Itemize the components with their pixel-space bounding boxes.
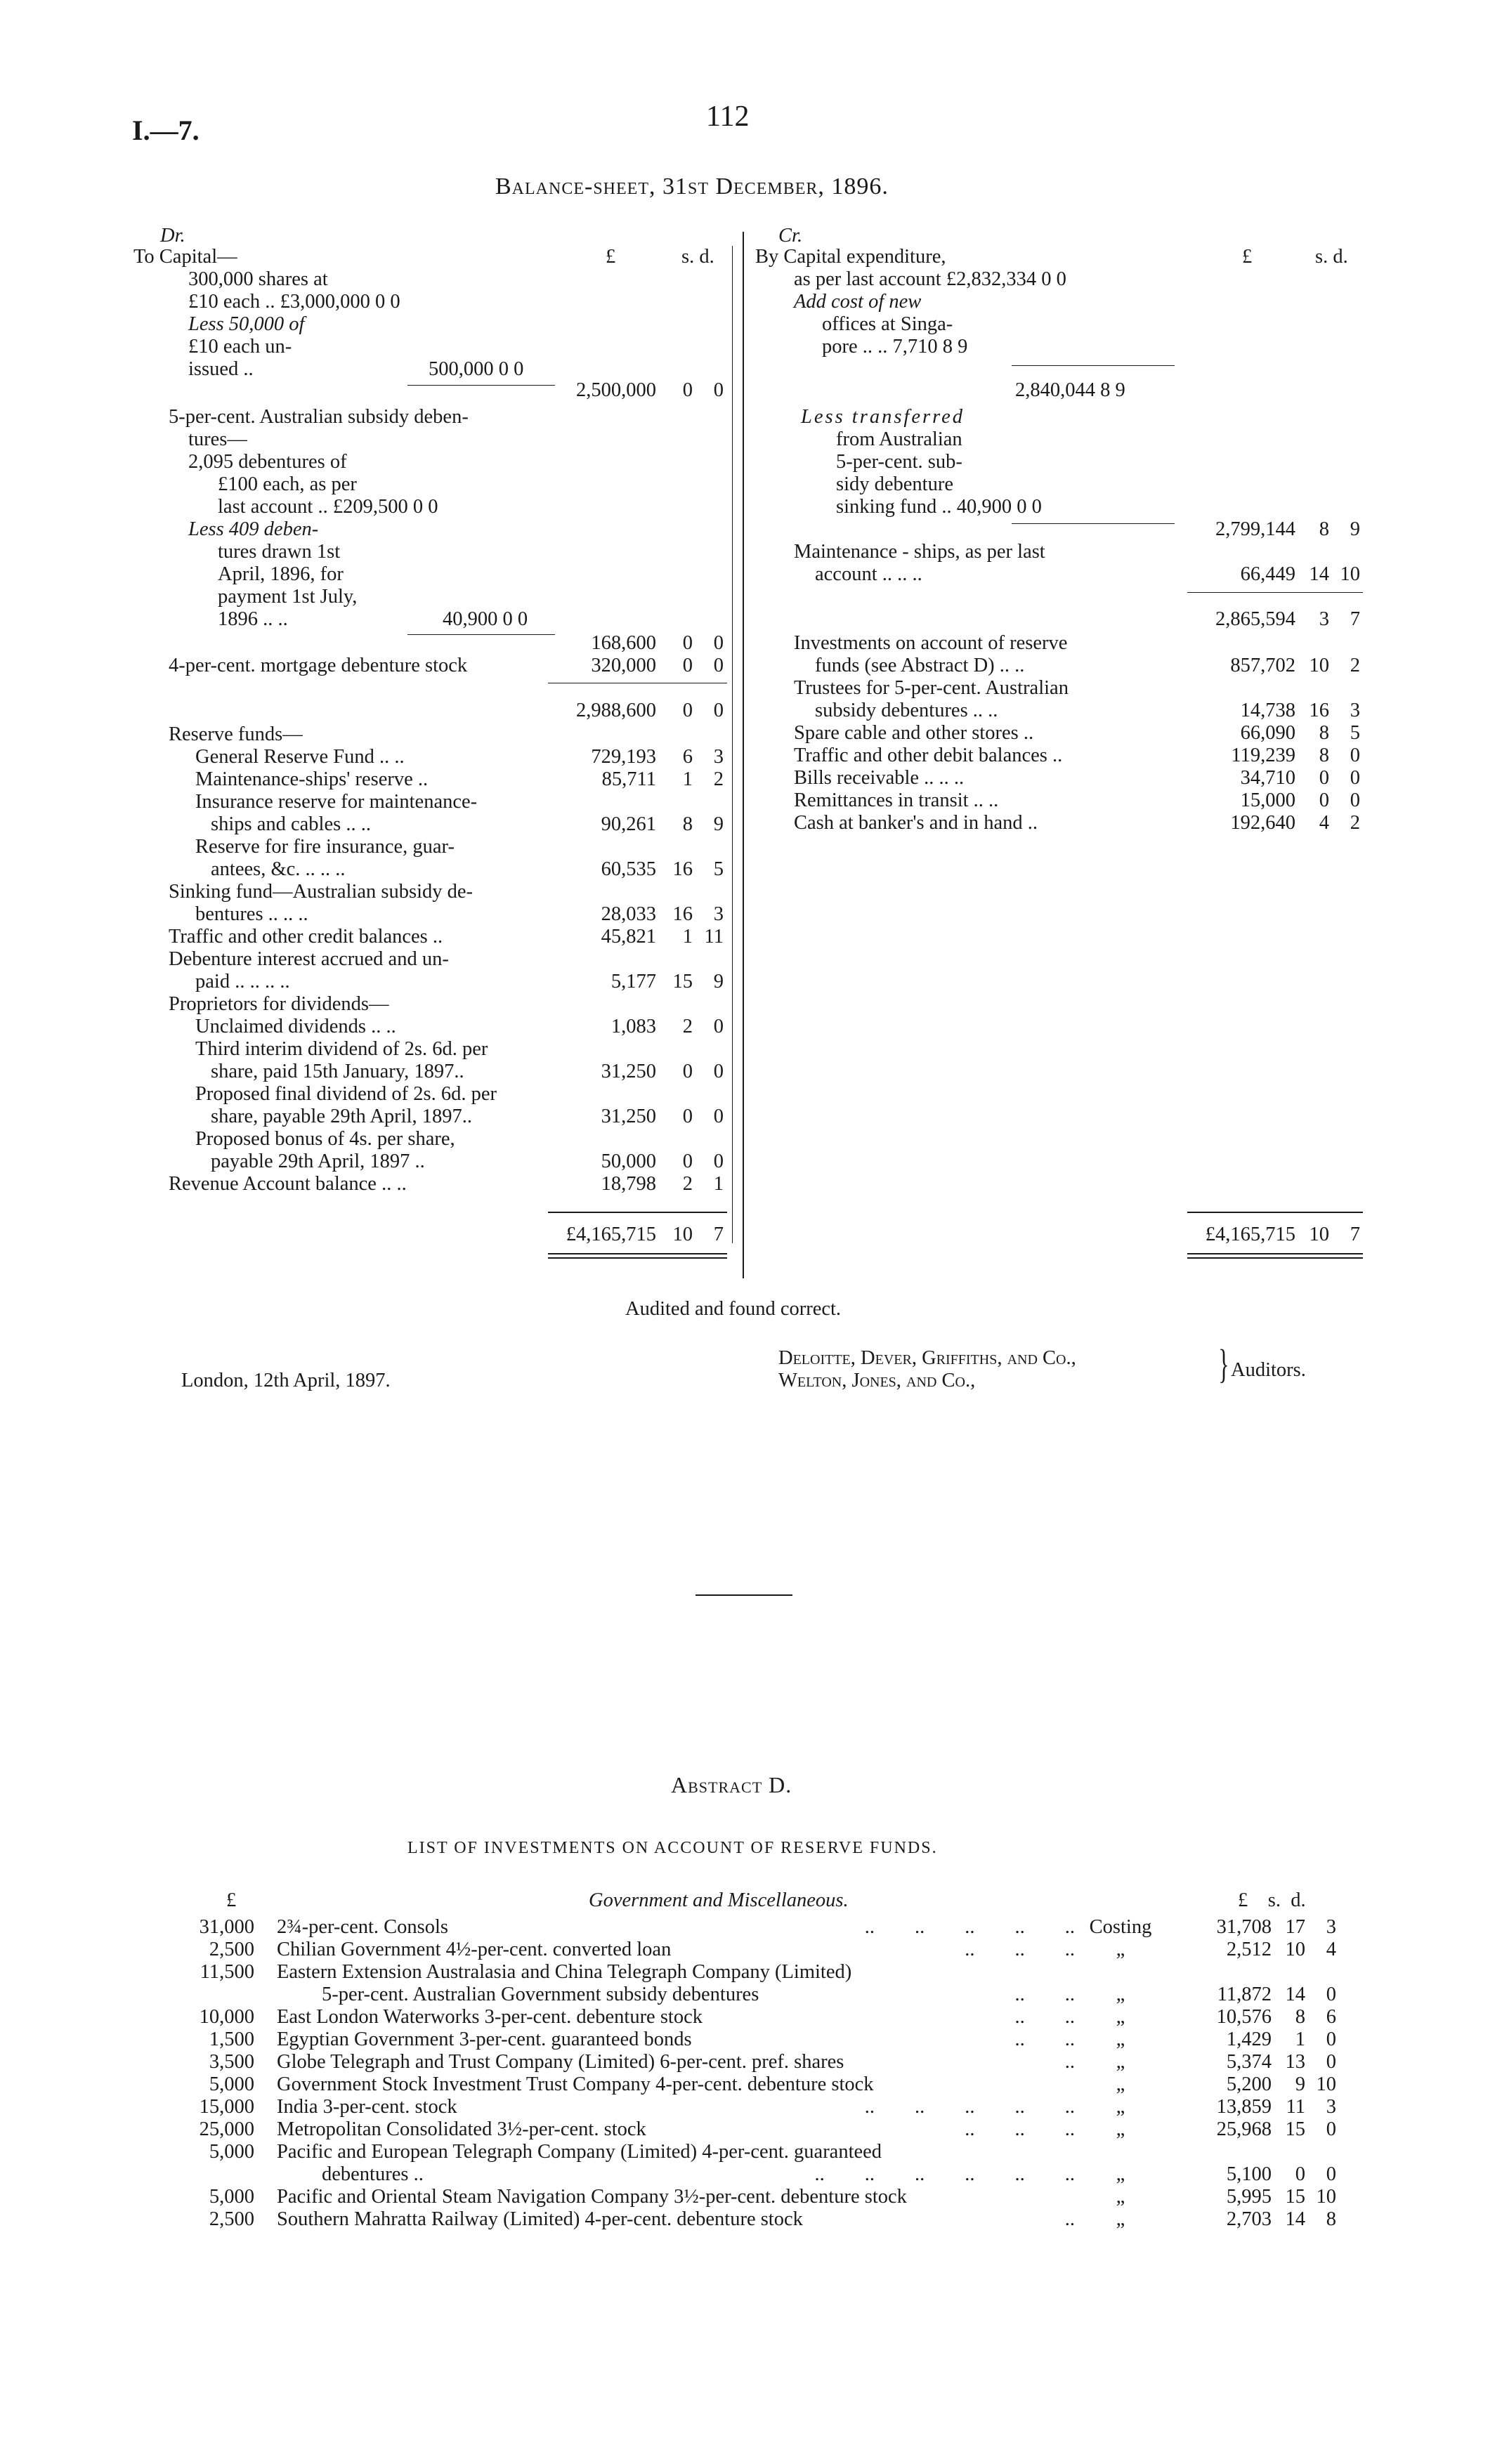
dr-line: Reserve for fire insurance, guar- [195, 836, 455, 858]
investment-row [0, 1984, 1502, 2006]
investment-cost-pounds: 31,708 [1216, 1916, 1272, 1938]
investment-description: Globe Telegraph and Trust Company (Limited) 6-per-cent. pref. shares [277, 2051, 844, 2073]
dr-line: Maintenance-ships' reserve .. [195, 768, 429, 790]
cr-line: from Australian [836, 428, 962, 450]
dr-col-pound-header: £ [606, 246, 616, 268]
dr-line: Unclaimed dividends .. .. [195, 1016, 396, 1037]
investment-description: Egyptian Government 3-per-cent. guaranteed bonds [277, 2029, 692, 2050]
investment-description: Pacific and Oriental Steam Navigation Company 3½-per-cent. debenture stock [277, 2186, 907, 2208]
investment-row [0, 2141, 1502, 2163]
leader-dots: .. .. [1014, 1984, 1075, 2005]
investment-row [0, 2118, 1502, 2141]
investment-cost-shillings: 13 [1285, 2051, 1305, 2073]
investment-cost-pence: 6 [1326, 2006, 1336, 2028]
investment-description: 2¾-per-cent. Consols [277, 1916, 449, 1938]
investment-description: Government Stock Investment Trust Company 4-per-cent. debenture stock [277, 2073, 874, 2095]
investment-cost-pounds: 2,703 [1226, 2208, 1272, 2230]
audit-statement: Audited and found correct. [625, 1298, 842, 1320]
page-title: Balance-sheet, 31st December, 1896. [495, 173, 889, 199]
cr-line: subsidy debentures .. .. [815, 700, 998, 721]
costing-label: Costing [1089, 1916, 1152, 1938]
investment-row [0, 2006, 1502, 2029]
dr-line: share, paid 15th January, 1897.. [211, 1061, 464, 1082]
dr-line: Revenue Account balance .. .. [169, 1173, 407, 1195]
leader-dots: .. .. .. [965, 2118, 1075, 2140]
costing-label: „ [1116, 1939, 1125, 1960]
investment-description: India 3-per-cent. stock [277, 2096, 457, 2118]
cr-subtotal-rule [1012, 365, 1175, 366]
abstract-section-heading: Government and Miscellaneous. [589, 1889, 849, 1911]
investment-row [0, 2163, 1502, 2186]
dr-line: payable 29th April, 1897 .. [211, 1151, 425, 1172]
cr-subtotal-rule [1012, 523, 1175, 524]
column-divider [743, 232, 744, 1278]
dr-total-rule [548, 1212, 727, 1213]
dr-line: 40,900 0 0 [443, 608, 528, 630]
investment-cost-pence: 0 [1326, 2029, 1336, 2050]
dr-line: paid .. .. .. .. [195, 971, 290, 992]
investment-description: 5-per-cent. Australian Government subsidy debentures [322, 1984, 759, 2005]
investment-cost-shillings: 17 [1285, 1916, 1305, 1938]
investment-cost-pounds: 2,512 [1226, 1939, 1272, 1960]
auditor-firm-1: Deloitte, Dever, Griffiths, and Co., [778, 1347, 1076, 1369]
costing-label: „ [1116, 2186, 1125, 2208]
dr-line: 1896 .. .. [218, 608, 288, 630]
dr-line: 5-per-cent. Australian subsidy deben- [169, 406, 469, 428]
cr-subtotal-rule [1187, 592, 1363, 593]
investment-row [0, 2073, 1502, 2096]
dr-line: Proposed final dividend of 2s. 6d. per [195, 1083, 497, 1105]
dr-line: antees, &c. .. .. .. [211, 858, 346, 880]
abstract-col-right: £ s. d. [1238, 1889, 1306, 1911]
investment-cost-shillings: 11 [1286, 2096, 1305, 2118]
investment-row [0, 2208, 1502, 2231]
investment-cost-pence: 0 [1326, 2118, 1336, 2140]
costing-label: „ [1116, 2051, 1125, 2073]
dr-amount-column-rule [732, 246, 733, 1243]
dr-line: Less 409 deben- [188, 518, 319, 540]
investment-cost-pounds: 5,100 [1226, 2163, 1272, 2185]
investment-row [0, 2096, 1502, 2118]
cr-col-pound-header: £ [1242, 246, 1253, 268]
place-date: London, 12th April, 1897. [181, 1370, 391, 1391]
investment-cost-pence: 0 [1326, 2163, 1336, 2185]
investment-description: Metropolitan Consolidated 3½-per-cent. stock [277, 2118, 646, 2140]
investment-nominal: 25,000 [199, 2118, 254, 2140]
abstract-col-pound: £ [226, 1889, 237, 1911]
cr-total-rule [1187, 1212, 1363, 1213]
leader-dots: .. .. .. .. .. .. [814, 2163, 1075, 2185]
costing-label: „ [1116, 2029, 1125, 2050]
investment-description: Southern Mahratta Railway (Limited) 4-per-cent. debenture stock [277, 2208, 803, 2230]
abstract-title: Abstract D. [671, 1772, 792, 1797]
investment-row [0, 2051, 1502, 2073]
investment-description: Eastern Extension Australasia and China Telegraph Company (Limited) [277, 1961, 852, 1983]
dr-line: Third interim dividend of 2s. 6d. per [195, 1038, 488, 1060]
cr-line: By Capital expenditure, [755, 246, 946, 268]
leader-dots: .. [1064, 2208, 1075, 2230]
costing-label: „ [1116, 2118, 1125, 2140]
investment-cost-shillings: 14 [1285, 1984, 1305, 2005]
leader-dots: .. .. [1014, 2006, 1075, 2028]
investment-nominal: 2,500 [209, 1939, 254, 1960]
dr-line: ships and cables .. .. [211, 813, 371, 835]
cr-line: sinking fund .. 40,900 0 0 [836, 496, 1042, 518]
cr-line: Trustees for 5-per-cent. Australian [794, 677, 1069, 699]
dr-line: Reserve funds— [169, 723, 303, 745]
dr-line: 300,000 shares at [188, 268, 328, 290]
dr-line: payment 1st July, [218, 586, 358, 608]
investment-cost-pounds: 11,872 [1217, 1984, 1272, 2005]
dr-line: last account .. £209,500 0 0 [218, 496, 438, 518]
costing-label: „ [1116, 2208, 1125, 2230]
investment-nominal: 3,500 [209, 2051, 254, 2073]
investment-cost-pounds: 25,968 [1216, 2118, 1272, 2140]
investment-cost-shillings: 15 [1285, 2118, 1305, 2140]
section-separator [696, 1594, 792, 1596]
costing-label: „ [1116, 2006, 1125, 2028]
dr-line: £10 each un- [188, 336, 292, 358]
dr-label: Dr. [160, 225, 185, 247]
dr-line: Sinking fund—Australian subsidy de- [169, 881, 474, 903]
investment-cost-shillings: 14 [1285, 2208, 1305, 2230]
cr-line: Investments on account of reserve [794, 632, 1068, 654]
auditor-firm-2: Welton, Jones, and Co., [778, 1370, 976, 1391]
investment-row [0, 1939, 1502, 1961]
page-number: 112 [706, 100, 750, 133]
investment-description: Chilian Government 4½-per-cent. converted loan [277, 1939, 672, 1960]
investment-nominal: 1,500 [209, 2029, 254, 2050]
cr-line: Remittances in transit .. .. [794, 789, 999, 811]
cr-line: account .. .. .. [815, 563, 922, 585]
dr-line: 500,000 0 0 [429, 358, 524, 380]
dr-line: 2,095 debentures of [188, 451, 347, 473]
investment-row [0, 2186, 1502, 2208]
dr-line: £10 each .. £3,000,000 0 0 [188, 291, 400, 313]
leader-dots: .. .. .. [965, 1939, 1075, 1960]
dr-line: bentures .. .. .. [195, 903, 308, 925]
cr-line: 2,840,044 8 9 [1015, 379, 1125, 401]
investment-nominal: 15,000 [199, 2096, 254, 2118]
costing-label: „ [1116, 2163, 1125, 2185]
investment-cost-shillings: 9 [1295, 2073, 1305, 2095]
dr-total-double-rule [548, 1257, 727, 1259]
investment-cost-pence: 3 [1326, 1916, 1336, 1938]
leader-dots: .. .. .. .. .. [864, 1916, 1075, 1938]
investment-nominal: 10,000 [199, 2006, 254, 2028]
investment-cost-shillings: 10 [1285, 1939, 1305, 1960]
cr-line: offices at Singa- [822, 313, 953, 335]
costing-label: „ [1116, 2096, 1125, 2118]
investment-nominal: 5,000 [209, 2186, 254, 2208]
cr-line: Add cost of new [794, 291, 922, 313]
dr-line: April, 1896, for [218, 563, 344, 585]
investment-row [0, 1961, 1502, 1984]
leader-dots: .. .. [1014, 2029, 1075, 2050]
dr-line: 4-per-cent. mortgage debenture stock [169, 655, 468, 676]
investment-description: debentures .. [322, 2163, 424, 2185]
investment-nominal: 11,500 [200, 1961, 254, 1983]
document-reference: I.—7. [132, 114, 200, 146]
cr-line: Spare cable and other stores .. [794, 722, 1034, 744]
investment-nominal: 31,000 [199, 1916, 254, 1938]
dr-line: share, payable 29th April, 1897.. [211, 1106, 473, 1127]
cr-col-sd-header: s. d. [1315, 246, 1348, 268]
dr-line: £100 each, as per [218, 473, 357, 495]
cr-line: Maintenance - ships, as per last [794, 541, 1045, 563]
investment-cost-pence: 4 [1326, 1939, 1336, 1960]
dr-line: General Reserve Fund .. .. [195, 746, 405, 768]
investment-cost-pence: 8 [1326, 2208, 1336, 2230]
cr-line: Cash at banker's and in hand .. [794, 812, 1038, 834]
costing-label: „ [1116, 2073, 1125, 2095]
cr-line: Less transferred [801, 406, 965, 428]
cr-line: as per last account £2,832,334 0 0 [794, 268, 1066, 290]
investment-cost-shillings: 0 [1295, 2163, 1305, 2185]
dr-line: Less 50,000 of [188, 313, 305, 335]
investment-row [0, 2029, 1502, 2051]
dr-line: To Capital— [133, 246, 237, 268]
investment-nominal: 5,000 [209, 2073, 254, 2095]
cr-line: sidy debenture [836, 473, 953, 495]
cr-line: 5-per-cent. sub- [836, 451, 962, 473]
dr-line: Insurance reserve for maintenance- [195, 791, 478, 813]
investment-cost-pounds: 5,200 [1226, 2073, 1272, 2095]
dr-line: Debenture interest accrued and un- [169, 948, 449, 970]
costing-label: „ [1116, 1984, 1125, 2005]
leader-dots: .. [1064, 2051, 1075, 2073]
investment-cost-shillings: 1 [1295, 2029, 1305, 2050]
investment-cost-pence: 10 [1316, 2073, 1336, 2095]
dr-line: Proprietors for dividends— [169, 993, 389, 1015]
dr-line: issued .. [188, 358, 254, 380]
leader-dots: .. .. .. .. .. [864, 2096, 1075, 2118]
cr-line: funds (see Abstract D) .. .. [815, 655, 1025, 676]
investment-row [0, 1916, 1502, 1939]
dr-line: tures— [188, 428, 247, 450]
investment-nominal: 5,000 [209, 2141, 254, 2163]
investment-nominal: 2,500 [209, 2208, 254, 2230]
investment-cost-pounds: 13,859 [1216, 2096, 1272, 2118]
cr-line: pore .. .. 7,710 8 9 [822, 336, 968, 358]
investment-cost-shillings: 8 [1295, 2006, 1305, 2028]
dr-line: Proposed bonus of 4s. per share, [195, 1128, 455, 1150]
cr-total-double-rule [1187, 1257, 1363, 1259]
investment-cost-shillings: 15 [1285, 2186, 1305, 2208]
dr-total-double-rule [548, 1253, 727, 1254]
investment-cost-pence: 10 [1316, 2186, 1336, 2208]
investment-description: East London Waterworks 3-per-cent. debenture stock [277, 2006, 703, 2028]
cr-label: Cr. [778, 225, 803, 247]
investment-cost-pounds: 1,429 [1226, 2029, 1272, 2050]
cr-line: Traffic and other debit balances .. [794, 745, 1063, 766]
investment-cost-pence: 0 [1326, 2051, 1336, 2073]
dr-subtotal-rule [407, 385, 555, 386]
auditors-brace: } [1218, 1341, 1229, 1387]
investment-cost-pounds: 5,995 [1226, 2186, 1272, 2208]
cr-line: Bills receivable .. .. .. [794, 767, 965, 789]
abstract-subtitle: LIST OF INVESTMENTS ON ACCOUNT OF RESERVE FUNDS. [407, 1839, 938, 1857]
dr-line: Traffic and other credit balances .. [169, 926, 443, 948]
dr-subtotal-rule [407, 634, 555, 635]
investment-description: Pacific and European Telegraph Company (Limited) 4-per-cent. guaranteed [277, 2141, 882, 2163]
investment-cost-pounds: 10,576 [1216, 2006, 1272, 2028]
cr-total-double-rule [1187, 1253, 1363, 1254]
investment-cost-pence: 3 [1326, 2096, 1336, 2118]
dr-col-sd-header: s. d. [681, 246, 714, 268]
investment-cost-pence: 0 [1326, 1984, 1336, 2005]
investment-cost-pounds: 5,374 [1226, 2051, 1272, 2073]
auditors-label: Auditors. [1231, 1359, 1306, 1381]
dr-line: tures drawn 1st [218, 541, 341, 563]
